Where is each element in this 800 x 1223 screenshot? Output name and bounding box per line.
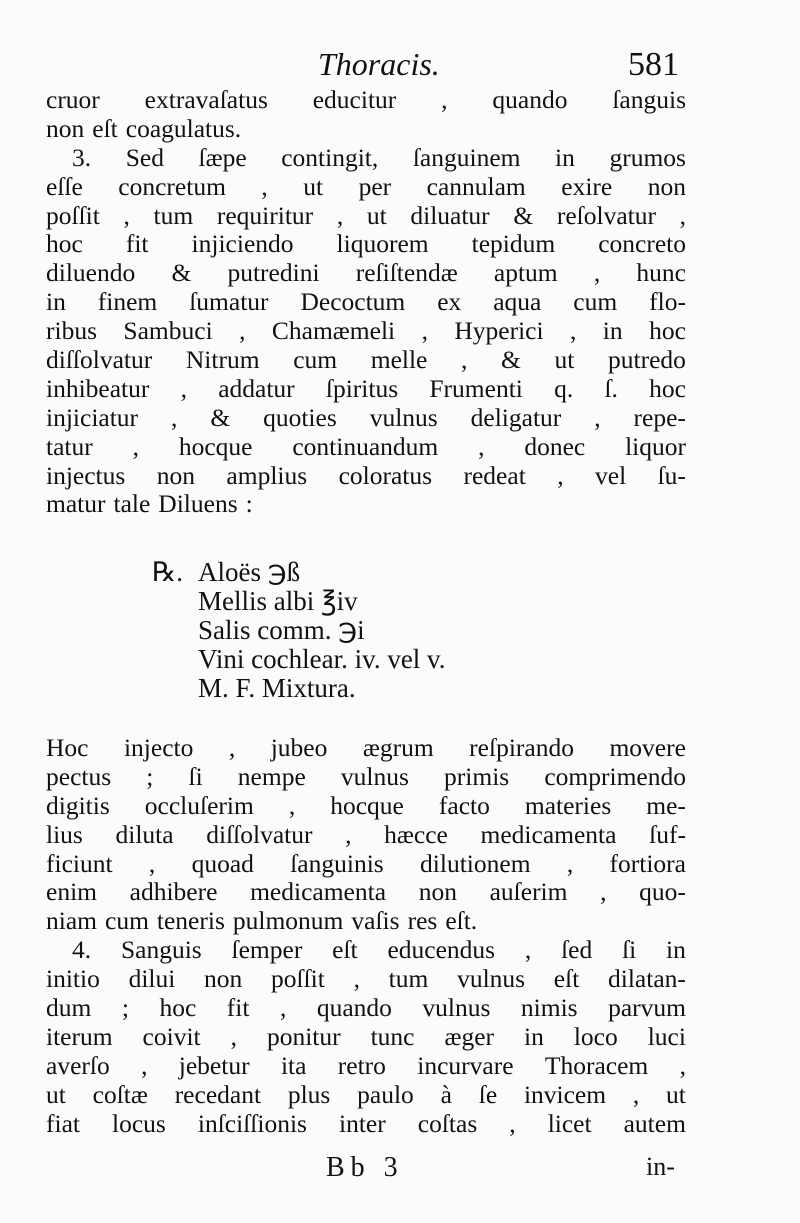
word: ,	[123, 200, 130, 230]
word: aqua	[493, 287, 542, 317]
word: iterum	[46, 1021, 113, 1051]
word: facto	[438, 790, 490, 820]
word: ,	[132, 431, 139, 461]
word: cum	[105, 906, 149, 936]
word: ,	[421, 316, 428, 346]
running-head	[0, 46, 800, 86]
word: ,	[336, 200, 344, 230]
text-line	[46, 763, 686, 792]
word: ,	[557, 460, 564, 490]
word: dilatan-	[608, 964, 686, 994]
word: medicamenta	[250, 877, 387, 907]
word: ,	[632, 1079, 640, 1109]
word: me-	[646, 790, 686, 820]
word: loco	[573, 1021, 618, 1051]
word: 4.	[72, 935, 92, 965]
word: hoc	[649, 373, 686, 403]
word: niam	[46, 906, 97, 936]
word: paulo	[357, 1079, 414, 1109]
word: educendus	[387, 935, 496, 965]
word: in	[524, 1021, 544, 1051]
word: ,	[679, 200, 686, 230]
word: ,	[141, 1050, 148, 1080]
word: ,	[600, 877, 607, 907]
word: ,	[288, 790, 296, 820]
word: q.	[554, 373, 574, 403]
word: enim	[46, 877, 97, 907]
prescription-ingredient: Vini cochlear. iv. vel v.	[198, 644, 446, 674]
word: Nitrum	[185, 345, 260, 375]
word: licet	[547, 1108, 592, 1138]
word: Decoctum	[300, 287, 406, 317]
word: fit	[125, 229, 149, 259]
word: ,	[148, 848, 156, 878]
word: ,	[478, 431, 485, 461]
text-line	[46, 965, 686, 994]
word: ex	[437, 287, 462, 317]
word: cruor	[46, 85, 100, 114]
word: autem	[623, 1108, 686, 1138]
word: parvum	[608, 993, 686, 1023]
word: luci	[647, 1021, 686, 1051]
catchword: in-	[646, 1152, 675, 1181]
word: auſerim	[489, 877, 568, 907]
word: eſt	[332, 935, 358, 965]
prescription-line	[152, 587, 446, 616]
word: ſu-	[657, 460, 686, 490]
word: ſanguinem	[412, 142, 521, 172]
word: quando	[492, 85, 568, 114]
word: vulnus	[340, 761, 409, 791]
word: reſiſtendæ	[355, 258, 458, 288]
word: vel	[595, 460, 627, 490]
word: educitur	[312, 85, 397, 114]
word: ,	[261, 171, 268, 201]
word: non	[647, 171, 686, 201]
text-line	[46, 317, 686, 346]
word: &	[513, 200, 534, 230]
word: lius	[46, 819, 83, 849]
word: retro	[337, 1050, 386, 1080]
word: concretum	[118, 171, 226, 201]
word: locus	[112, 1108, 166, 1138]
text-line	[46, 259, 686, 288]
word: comprimendo	[544, 761, 686, 791]
word: amplius	[226, 460, 308, 490]
word: ficiunt	[46, 848, 113, 878]
signature-mark: Bb 3	[326, 1152, 404, 1183]
prescription-block	[152, 558, 446, 703]
text-line	[46, 734, 686, 763]
word: primis	[444, 761, 510, 791]
word: ponitur	[266, 1021, 341, 1051]
word: reſolvatur	[556, 200, 656, 230]
word: vulnus	[369, 402, 438, 432]
word: ,	[593, 258, 601, 288]
running-title: Thoracis.	[318, 46, 440, 82]
word: requiritur	[216, 200, 314, 230]
word: addatur	[218, 373, 295, 403]
word: quo-	[639, 877, 686, 907]
word: tum	[388, 964, 429, 994]
word: coſtæ	[92, 1079, 148, 1109]
word: Thoracem	[544, 1050, 649, 1080]
word: quoad	[191, 848, 254, 878]
word: non	[46, 113, 85, 143]
text-line	[46, 1081, 686, 1110]
word: hæcce	[384, 819, 448, 849]
word: ſumatur	[189, 287, 269, 317]
word: ſpiritus	[325, 373, 399, 403]
word: ſanguinis	[290, 848, 384, 878]
prescription-ingredient: Salis comm. ℈i	[198, 615, 365, 645]
text-line	[46, 490, 686, 519]
word: continuandum	[292, 431, 439, 461]
word: nempe	[237, 761, 306, 791]
word: fit	[226, 993, 250, 1023]
word: ſ.	[604, 373, 618, 403]
word: reſpirando	[469, 733, 574, 762]
word: 3.	[72, 142, 92, 172]
word: ,	[679, 1050, 686, 1080]
paragraph-3	[46, 734, 686, 936]
page-footer	[0, 1152, 800, 1188]
word: ,	[353, 964, 360, 994]
word: tum	[153, 200, 194, 230]
word: ſæpe	[198, 142, 247, 172]
word: ſi	[622, 935, 637, 965]
word: Sanguis	[120, 935, 202, 965]
word: eſt	[553, 964, 580, 994]
word: ſuf-	[649, 819, 686, 849]
word: liquor	[625, 431, 686, 461]
text-line	[46, 821, 686, 850]
word: aptum	[493, 258, 558, 288]
word: invicem	[523, 1079, 607, 1109]
word: eſt	[92, 113, 118, 143]
word: extravaſatus	[144, 85, 268, 114]
prescription-line	[152, 616, 446, 645]
word: medicamenta	[480, 819, 617, 849]
paragraph-1	[46, 86, 686, 144]
word: concreto	[598, 229, 686, 259]
word: diſſolvatur	[46, 345, 153, 375]
word: ut	[666, 1079, 686, 1109]
prescription-ingredient: Aloës ℈ß	[198, 557, 301, 587]
word: injecto	[123, 733, 194, 762]
word: ,	[171, 402, 178, 432]
word: fortiora	[609, 848, 686, 878]
word: coloratus	[338, 460, 433, 490]
text-line	[46, 462, 686, 491]
word: initio	[46, 964, 100, 994]
word: Hoc	[46, 733, 89, 762]
word: vulnus	[422, 993, 491, 1023]
word: liquorem	[336, 229, 429, 259]
word: per	[358, 171, 392, 201]
text-line	[46, 1023, 686, 1052]
word: ,	[524, 935, 532, 965]
word: eſſe	[46, 171, 83, 201]
word: &	[171, 258, 192, 288]
word: dilutionem	[420, 848, 531, 878]
word: &	[210, 402, 231, 432]
word: Diluens	[158, 489, 238, 519]
word: movere	[609, 733, 686, 762]
page-number: 581	[628, 46, 679, 83]
word: poſſit	[46, 200, 100, 230]
word: fiat	[46, 1108, 80, 1138]
word: Chamæmeli	[271, 316, 396, 346]
word: cum	[293, 345, 338, 375]
word: ;	[121, 993, 129, 1023]
word: poſſit	[271, 964, 325, 994]
word: coagulatus.	[125, 113, 242, 143]
word: ,	[180, 373, 187, 403]
word: non	[418, 877, 457, 907]
prescription-ingredient: M. F. Mixtura.	[198, 673, 356, 703]
word: ,	[509, 1108, 516, 1138]
word: in	[555, 142, 575, 172]
word: ,	[441, 85, 448, 114]
word: in	[46, 287, 66, 317]
word: exire	[561, 171, 613, 201]
word: melle	[370, 345, 428, 375]
word: ut	[554, 345, 575, 375]
text-line	[46, 202, 686, 231]
text-line	[46, 346, 686, 375]
word: res	[407, 906, 438, 936]
word: dilui	[128, 964, 176, 994]
text-line	[46, 288, 686, 317]
word: pulmonum	[232, 906, 344, 936]
word: grumos	[609, 142, 686, 172]
word: ita	[280, 1050, 307, 1080]
recipe-symbol: ℞.	[152, 557, 183, 587]
word: hoc	[159, 993, 197, 1023]
word: tatur	[46, 431, 93, 461]
word: ,	[230, 1021, 237, 1051]
prescription-line	[152, 674, 446, 703]
word: ,	[570, 316, 577, 346]
word: hocque	[178, 431, 253, 461]
word: ut	[46, 1079, 66, 1109]
text-line	[46, 792, 686, 821]
text-line	[46, 878, 686, 907]
word: in	[666, 935, 686, 965]
word: ,	[279, 993, 287, 1023]
body-text-lower	[46, 734, 686, 1138]
word: ſemper	[231, 935, 303, 965]
word: finem	[97, 287, 158, 317]
word: ,	[461, 345, 468, 375]
word: hunc	[636, 258, 686, 288]
word: inter	[339, 1108, 386, 1138]
word: hoc	[46, 229, 83, 259]
word: putredini	[227, 258, 320, 288]
word: coſtas	[417, 1108, 478, 1138]
text-line	[46, 173, 686, 202]
word: Hyperici	[454, 316, 544, 346]
word: recedant	[174, 1079, 262, 1109]
word: ribus	[46, 316, 97, 346]
word: flo-	[649, 287, 686, 317]
word: tunc	[370, 1021, 415, 1051]
word: cannulam	[426, 171, 526, 201]
word: ,	[239, 316, 246, 346]
prescription-line	[152, 645, 446, 674]
paragraph-4	[46, 936, 686, 1138]
word: tale	[113, 489, 151, 519]
word: ſe	[478, 1079, 498, 1109]
word: incurvare	[417, 1050, 514, 1080]
word: averſo	[46, 1050, 110, 1080]
word: hocque	[330, 790, 404, 820]
word: eſt.	[445, 906, 478, 936]
paragraph-2	[46, 144, 686, 520]
text-line	[46, 433, 686, 462]
text-line	[46, 144, 686, 173]
word: nimis	[520, 993, 578, 1023]
text-line	[46, 404, 686, 433]
word: occluſerim	[144, 790, 254, 820]
word: inhibeatur	[46, 373, 150, 403]
word: ;	[146, 761, 154, 791]
word: vaſis	[351, 906, 400, 936]
word: ,	[228, 733, 236, 762]
word: ſanguis	[612, 85, 686, 114]
word: ægrum	[362, 733, 434, 762]
word: à	[440, 1079, 452, 1109]
word: matur	[46, 489, 106, 519]
word: jebetur	[178, 1050, 250, 1080]
word: ,	[594, 402, 601, 432]
word: pectus	[46, 761, 112, 791]
body-text-upper	[46, 86, 686, 519]
word: ſi	[188, 761, 203, 791]
word: diſſolvatur	[206, 819, 313, 849]
text-line	[46, 115, 686, 144]
text-line	[46, 1110, 686, 1139]
word: ,	[566, 848, 574, 878]
text-line	[46, 936, 686, 965]
word: jubeo	[270, 733, 328, 762]
word: tepidum	[471, 229, 556, 259]
word: putredo	[608, 345, 686, 375]
word: inſciſſionis	[197, 1108, 307, 1138]
word: vulnus	[457, 964, 526, 994]
word: plus	[287, 1079, 331, 1109]
word: Frumenti	[429, 373, 523, 403]
text-line	[46, 230, 686, 259]
word: digitis	[46, 790, 110, 820]
word: non	[204, 964, 243, 994]
word: coivit	[142, 1021, 201, 1051]
word: redeat	[463, 460, 526, 490]
text-line	[46, 994, 686, 1023]
text-line	[46, 375, 686, 404]
word: ut	[366, 200, 387, 230]
text-line	[46, 86, 686, 115]
word: injectus	[46, 460, 126, 490]
text-line	[46, 850, 686, 879]
word: diluatur	[410, 200, 490, 230]
word: Sambuci	[123, 316, 213, 346]
word: repe-	[633, 402, 686, 432]
word: hoc	[649, 316, 686, 346]
word: teneris	[156, 906, 225, 936]
prescription-line	[152, 558, 446, 587]
word: ,	[345, 819, 352, 849]
word: injiciendo	[191, 229, 294, 259]
word: non	[156, 460, 195, 490]
word: in	[602, 316, 623, 346]
word: materies	[524, 790, 612, 820]
word: quando	[316, 993, 392, 1023]
text-line	[46, 907, 686, 936]
word: adhibere	[129, 877, 218, 907]
word: æger	[444, 1021, 495, 1051]
word: diluta	[115, 819, 174, 849]
prescription-ingredient: Mellis albi ℥iv	[198, 586, 358, 616]
word: diluendo	[46, 258, 136, 288]
word: ſed	[561, 935, 593, 965]
word: quoties	[263, 402, 337, 432]
word: contingit,	[281, 142, 379, 172]
word: :	[245, 489, 253, 519]
word: injiciatur	[46, 402, 139, 432]
text-line	[46, 1052, 686, 1081]
word: ut	[303, 171, 324, 201]
word: dum	[46, 993, 92, 1023]
word: Sed	[125, 142, 164, 172]
word: deligatur	[470, 402, 562, 432]
word: donec	[524, 431, 586, 461]
word: &	[501, 345, 521, 375]
word: cum	[573, 287, 618, 317]
